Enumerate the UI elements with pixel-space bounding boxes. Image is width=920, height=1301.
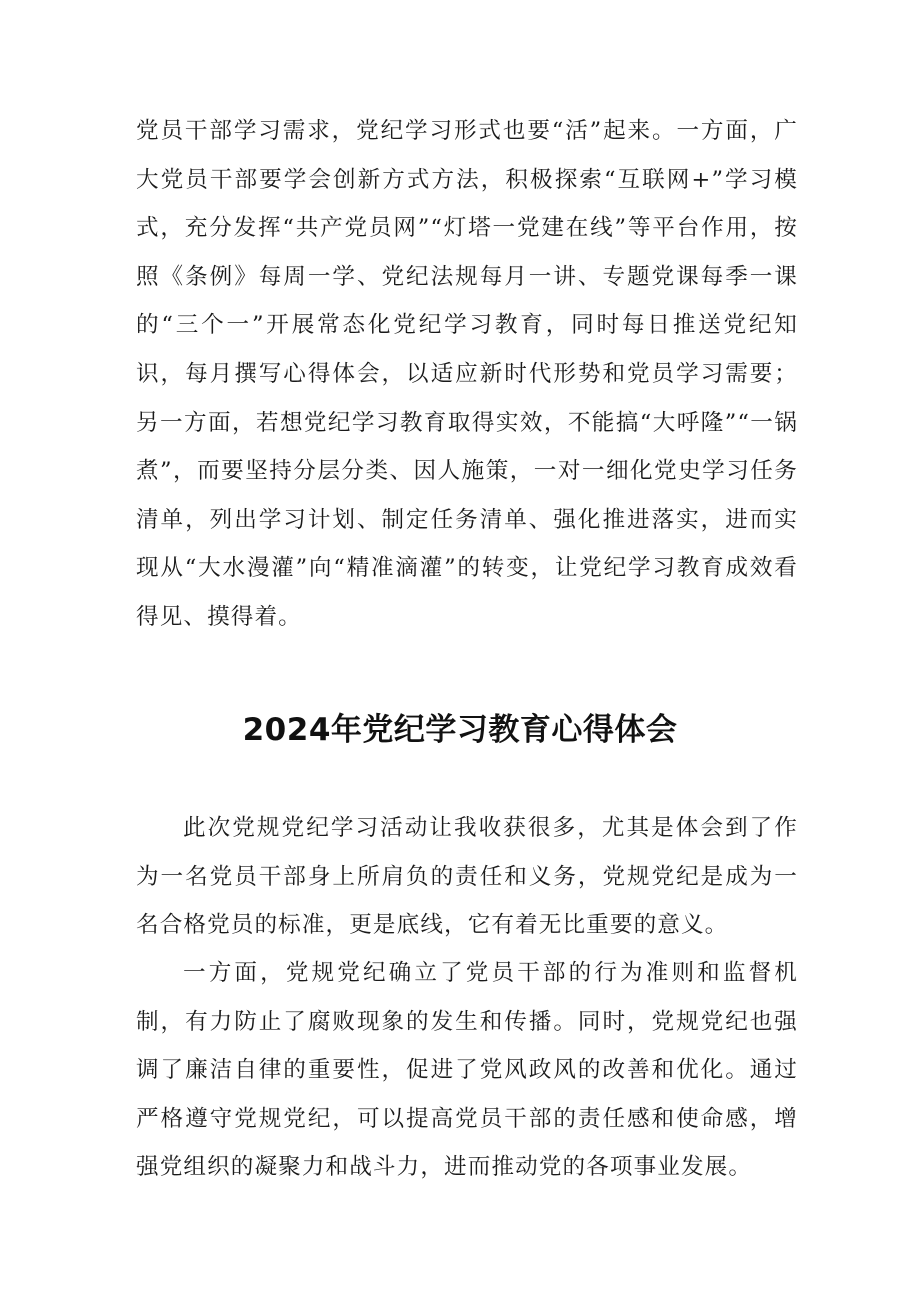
body-paragraph: 此次党规党纪学习活动让我收获很多，尤其是体会到了作为一名党员干部身上所肩负的责任和义务，党规党纪是成为一名合格党员的标准，更是底线，它有着无比重要的意义。 — [136, 815, 798, 939]
body-paragraph-continued: 党员干部学习需求，党纪学习形式也要“活”起来。一方面，广大党员干部要学会创新方式方法，积极探索“互联网+”学习模式，充分发挥“共产党员网”“灯塔一党建在线”等平台作用，按照《条例》每周一学、党纪法规每月一讲、专题党课每季一课的“三个一”开展常态化党纪学习教育，同时每日推送党纪知识，每月撰写心得体会，以适应新时代形势和党员学习需要；另一方面，若想党纪学习教育取得实效，不能搞“大呼隆”“一锅煮”，而要坚持分层分类、因人施策，一对一细化党史学习任务清单，列出学习计划、制定任务清单、强化推进落实，进而实现从“大水漫灌”向“精准滴灌”的转变，让党纪学习教育成效看得见、摸得着。 — [136, 118, 798, 630]
body-paragraph: 一方面，党规党纪确立了党员干部的行为准则和监督机制，有力防止了腐败现象的发生和传播。同时，党规党纪也强调了廉洁自律的重要性，促进了党风政风的改善和优化。通过严格遵守党规党纪，可以提高党员干部的责任感和使命感，增强党组织的凝聚力和战斗力，进而推动党的各项事业发展。 — [136, 960, 798, 1181]
section-title: 2024年党纪学习教育心得体会 — [242, 712, 678, 748]
